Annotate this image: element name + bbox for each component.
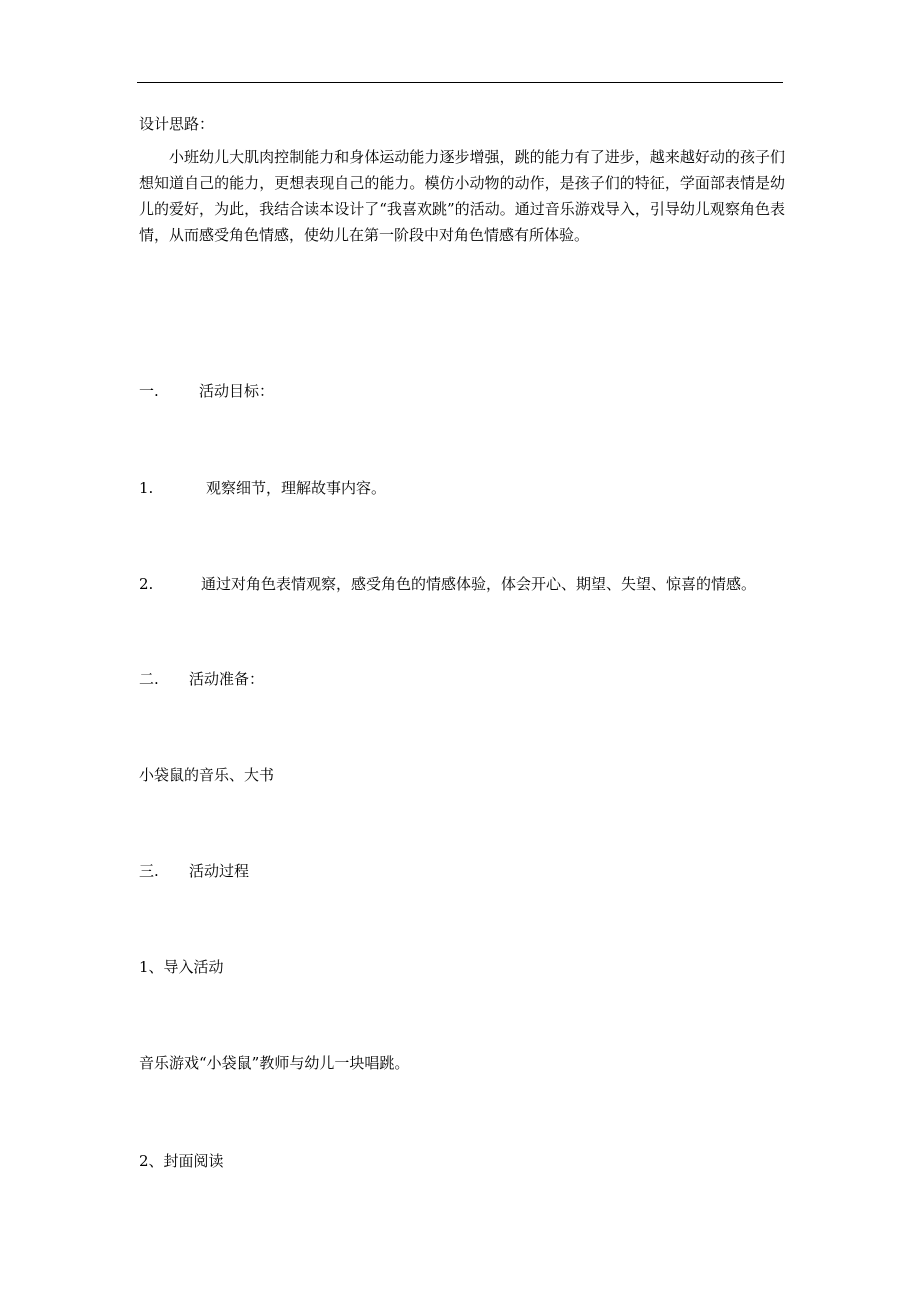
design-heading: 设计思路： <box>139 115 215 133</box>
step-1-title: 1、导入活动 <box>139 958 224 976</box>
section-2-title: 活动准备： <box>189 670 265 688</box>
section-3-number: 三. <box>139 862 159 880</box>
header-rule <box>137 82 783 83</box>
section-1-heading <box>139 381 274 401</box>
step-2-title: 2、封面阅读 <box>139 1152 224 1170</box>
section-2-number: 二. <box>139 670 159 688</box>
section-3-title: 活动过程 <box>189 862 250 880</box>
goal-1-text: 观察细节，理解故事内容。 <box>206 479 387 497</box>
materials-text: 小袋鼠的音乐、大书 <box>139 766 275 784</box>
goal-2-text: 通过对角色表情观察，感受角色的情感体验，体会开心、期望、失望、惊喜的情感。 <box>201 575 757 593</box>
goal-1 <box>139 478 386 498</box>
design-paragraph: 小班幼儿大肌肉控制能力和身体运动能力逐步增强，跳的能力有了进步，越来越好动的孩子们想知道自己的能力，更想表现自己的能力。模仿小动物的动作，是孩子们的特征，学面部表情是幼儿的爱好，为此，我结合读本设计了“我喜欢跳”的活动。通过音乐游戏导入，引导幼儿观察角色表情，从而感受角色情感，使幼儿在第一阶段中对角色情感有所体验。 <box>139 148 785 244</box>
section-1-number: 一. <box>139 382 159 400</box>
step-1-text: 音乐游戏“小袋鼠”教师与幼儿一块唱跳。 <box>139 1054 410 1072</box>
section-3-heading <box>139 861 249 881</box>
goal-2-number: 2. <box>139 575 154 593</box>
goal-1-number: 1. <box>139 479 154 497</box>
section-1-title: 活动目标： <box>199 382 275 400</box>
section-2-heading <box>139 669 264 689</box>
goal-2 <box>139 574 756 594</box>
